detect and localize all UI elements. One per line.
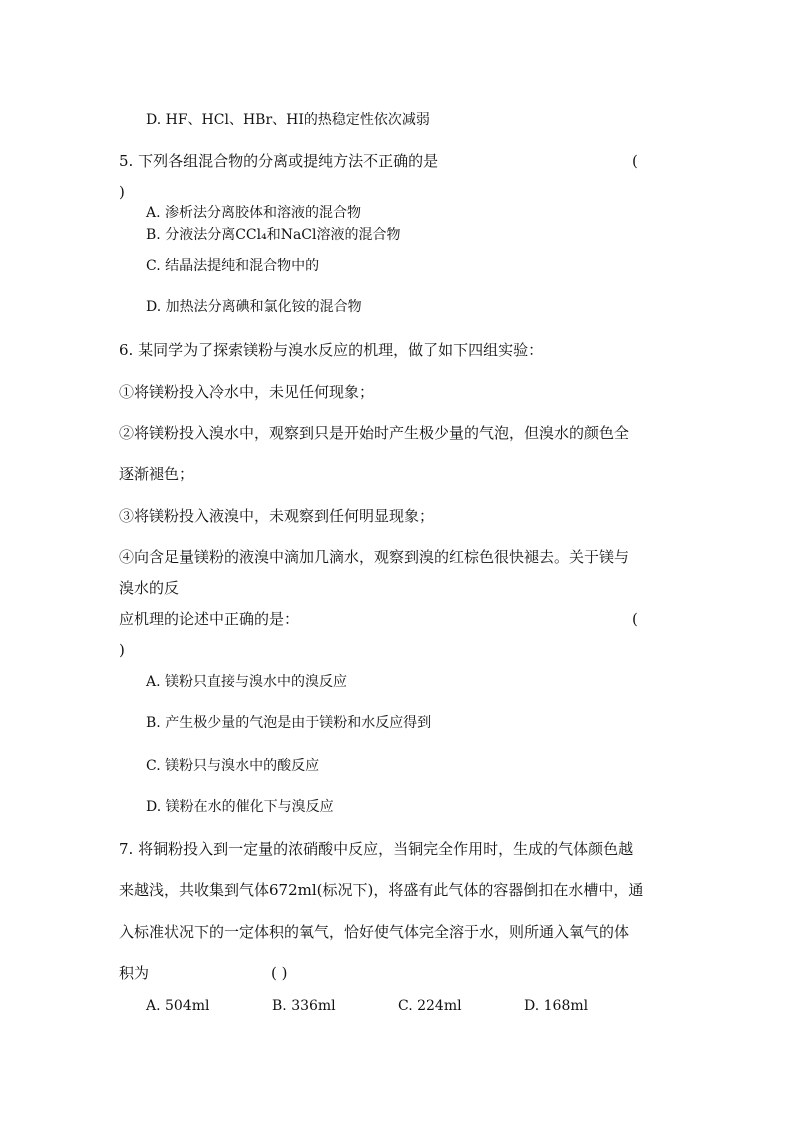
q7-option-c: C. 224ml (398, 998, 462, 1014)
q6-experiment-3: ③将镁粉投入液溴中，未观察到任何明显现象； (119, 507, 435, 525)
q7-stem-line-4 (119, 963, 288, 983)
q5-option-b: B. 分液法分离CCl₄和NaCl溶液的混合物 (146, 227, 401, 243)
q6-experiment-2-line-2: 逐渐褪色； (119, 465, 195, 483)
q7-answer-paren: ( ) (271, 964, 288, 982)
q6-option-a: A. 镁粉只直接与溴水中的溴反应 (146, 674, 348, 690)
q5-answer-paren-open: ( (632, 152, 638, 170)
q7-stem-line-4-text: 积为 (119, 964, 150, 982)
q7-option-d: D. 168ml (524, 998, 589, 1014)
q6-experiment-4-line-1: ④向含足量镁粉的液溴中滴加几滴水，观察到溴的红棕色很快褪去。关于镁与 (119, 548, 630, 566)
q5-option-c: C. 结晶法提纯和混合物中的 (146, 258, 320, 274)
q6-answer-paren-close: ) (119, 641, 125, 659)
q6-experiment-4-line-3: 应机理的论述中正确的是： (119, 610, 300, 628)
q6-stem: 6. 某同学为了探索镁粉与溴水反应的机理，做了如下四组实验： (119, 341, 544, 359)
q7-option-a: A. 504ml (146, 998, 210, 1014)
q6-option-d: D. 镁粉在水的催化下与溴反应 (146, 799, 334, 815)
q6-answer-paren-open: ( (632, 610, 638, 628)
q5-answer-paren-close: ) (119, 183, 125, 201)
q6-experiment-2-line-1: ②将镁粉投入溴水中，观察到只是开始时产生极少量的气泡，但溴水的颜色全 (119, 424, 630, 442)
q7-stem-line-1: 7. 将铜粉投入到一定量的浓硝酸中反应，当铜完全作用时，生成的气体颜色越 (119, 840, 634, 858)
q5-stem: 5. 下列各组混合物的分离或提纯方法不正确的是 (119, 152, 439, 170)
q4-option-d: D. HF、HCl、HBr、HI的热稳定性依次减弱 (146, 112, 430, 128)
q6-option-b: B. 产生极少量的气泡是由于镁粉和水反应得到 (146, 715, 432, 731)
q7-stem-line-3: 入标准状况下的一定体积的氧气，恰好使气体完全溶于水，则所通入氧气的体 (119, 923, 630, 941)
q5-option-a: A. 渗析法分离胶体和溶液的混合物 (146, 205, 362, 221)
q6-option-c: C. 镁粉只与溴水中的酸反应 (146, 758, 320, 774)
q6-experiment-4-line-2: 溴水的反 (119, 579, 180, 597)
q6-experiment-1: ①将镁粉投入冷水中，未见任何现象； (119, 383, 375, 401)
q7-option-b: B. 336ml (272, 998, 336, 1014)
q7-stem-line-2: 来越浅，共收集到气体672ml(标况下)，将盛有此气体的容器倒扣在水槽中，通 (119, 881, 644, 899)
q5-option-d: D. 加热法分离碘和氯化铵的混合物 (146, 299, 362, 315)
